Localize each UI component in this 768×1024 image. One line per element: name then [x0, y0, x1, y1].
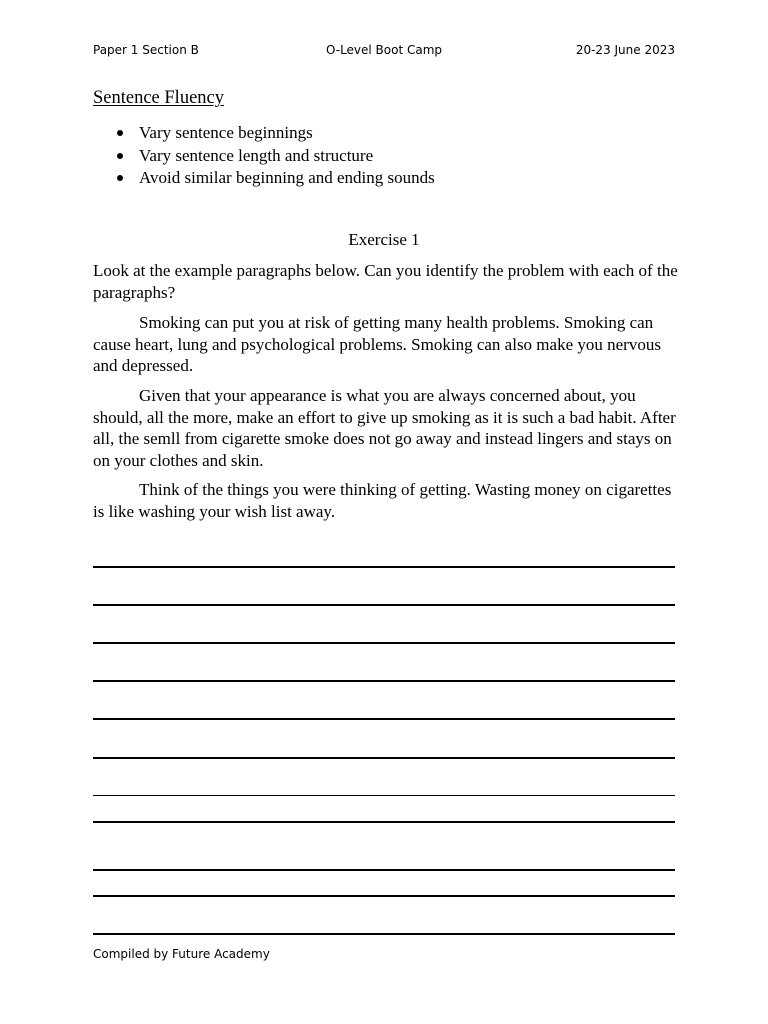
exercise-instructions: Look at the example paragraphs below. Can you identify the problem with each of the paragraphs?	[93, 261, 678, 302]
page-header	[93, 43, 675, 61]
exercise-title: Exercise 1	[348, 230, 420, 249]
answer-line	[93, 757, 675, 759]
answer-line	[93, 821, 675, 823]
answer-line	[93, 718, 675, 720]
header-paper-section: Paper 1 Section B	[93, 43, 199, 57]
header-course-title: O-Level Boot Camp	[325, 43, 443, 57]
answer-line	[93, 566, 675, 568]
answer-line	[93, 680, 675, 682]
tips-list	[93, 122, 435, 190]
answer-line	[93, 642, 675, 644]
answer-line	[93, 604, 675, 606]
section-title: Sentence Fluency	[93, 88, 224, 108]
example-paragraph-3: Think of the things you were thinking of getting. Wasting money on cigarettes is like washing your wish list away.	[93, 480, 672, 521]
example-paragraph-1: Smoking can put you at risk of getting many health problems. Smoking can cause heart, lung and psychological problems. Smoking can also make you nervous and depressed.	[93, 313, 661, 375]
list-item: Vary sentence beginnings	[93, 122, 435, 145]
answer-line	[93, 933, 675, 935]
example-paragraph-2: Given that your appearance is what you are always concerned about, you should, all the more, make an effort to give up smoking as it is such a bad habit. After all, the semll from cigarette smoke does not go away and instead lingers and stays on on your clothes and skin.	[93, 386, 676, 470]
list-item: Vary sentence length and structure	[93, 145, 435, 168]
page-footer: Compiled by Future Academy	[93, 947, 270, 961]
list-item: Avoid similar beginning and ending sounds	[93, 167, 435, 190]
answer-line	[93, 795, 675, 796]
answer-line	[93, 869, 675, 871]
header-date: 20-23 June 2023	[575, 43, 675, 57]
answer-line	[93, 895, 675, 897]
